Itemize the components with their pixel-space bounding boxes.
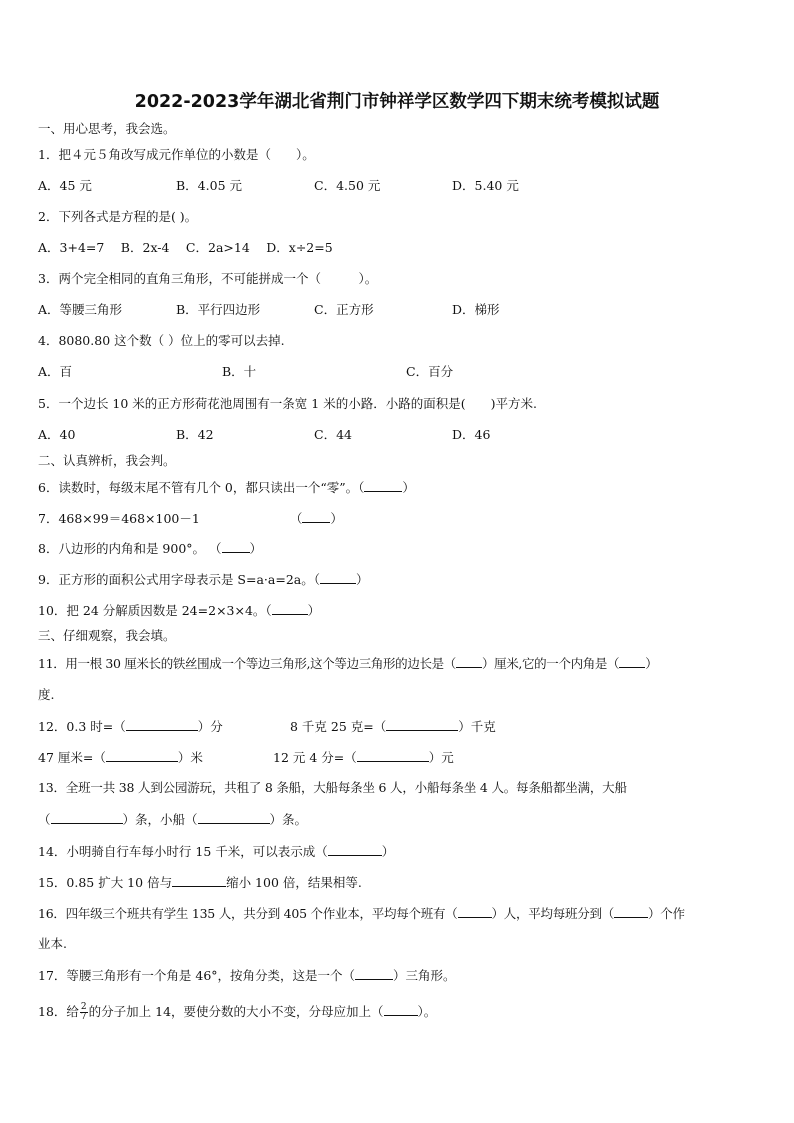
page-title: 2022-2023学年湖北省荆门市钟祥学区数学四下期末统考模拟试题 <box>134 92 660 112</box>
q12-a-unit: ）分 <box>197 719 223 734</box>
q16-text-1: 16．四年级三个班共有学生 135 人，共分到 405 个作业本，平均每个班有（ <box>38 906 458 921</box>
q15-answer-blank[interactable] <box>172 874 226 887</box>
q11-continuation: 度. <box>38 687 55 702</box>
question-6 <box>38 479 415 496</box>
q7-open: （ <box>289 511 303 526</box>
q6-close: ） <box>402 480 415 495</box>
q12-blank-d[interactable] <box>357 749 429 762</box>
q7-answer-blank[interactable] <box>302 510 330 523</box>
section-heading-fill: 三、仔细观察，我会填。 <box>38 628 176 643</box>
question-12-row2-d <box>273 749 454 766</box>
q5-option-b: B．42 <box>176 427 214 442</box>
q18-denominator: 7 <box>80 1012 87 1022</box>
q11-text-3: ） <box>645 656 658 671</box>
q12-blank-b[interactable] <box>386 718 458 731</box>
q5-option-a: A．40 <box>38 427 76 442</box>
q13-continuation <box>38 811 307 828</box>
q14-answer-blank[interactable] <box>328 843 382 856</box>
q4-option-b: B．十 <box>222 364 257 379</box>
q13-mid: ）条，小船（ <box>122 812 198 827</box>
q13-blank-small[interactable] <box>198 811 270 824</box>
question-12-row2 <box>38 749 203 766</box>
question-14 <box>38 843 394 860</box>
q13-blank-big[interactable] <box>51 811 123 824</box>
section-heading-choice: 一、用心思考，我会选。 <box>38 121 176 136</box>
q4-option-c: C．百分 <box>406 364 454 379</box>
q11-text-2: ）厘米,它的一个内角是（ <box>481 656 620 671</box>
question-12-row1-b <box>290 718 496 735</box>
q17-text-2: ）三角形。 <box>393 968 456 983</box>
q18-text-1: 18．给 <box>38 1004 79 1019</box>
q11-blank-side[interactable] <box>456 655 482 668</box>
question-15 <box>38 874 362 891</box>
section-heading-judge: 二、认真辨析，我会判。 <box>38 453 176 468</box>
question-5: 5．一个边长 10 米的正方形荷花池周围有一条宽 1 米的小路．小路的面积是( )平方米. <box>38 396 537 411</box>
q3-option-d: D．梯形 <box>452 302 500 317</box>
q1-option-a: A．45 元 <box>38 178 92 193</box>
q10-text: 10．把 24 分解质因数是 24=2×3×4。（ <box>38 603 272 618</box>
q17-answer-blank[interactable] <box>355 967 393 980</box>
q11-text-1: 11．用一根 30 厘米长的铁丝围成一个等边三角形,这个等边三角形的边长是（ <box>38 656 456 671</box>
q17-text-1: 17．等腰三角形有一个角是 46°，按角分类，这是一个（ <box>38 968 356 983</box>
q1-option-b: B．4.05 元 <box>176 178 242 193</box>
q3-option-a: A．等腰三角形 <box>38 302 123 317</box>
q15-text-2: 缩小 100 倍，结果相等. <box>226 875 362 890</box>
q1-option-c: C．4.50 元 <box>314 178 381 193</box>
q6-answer-blank[interactable] <box>364 479 402 492</box>
q12-blank-c[interactable] <box>106 749 178 762</box>
q16-blank-books[interactable] <box>614 905 648 918</box>
q10-answer-blank[interactable] <box>272 602 308 615</box>
q18-numerator: 2 <box>80 1002 87 1012</box>
q5-option-c: C．44 <box>314 427 352 442</box>
q12-b-unit: ）千克 <box>458 719 496 734</box>
q14-text: 14．小明骑自行车每小时行 15 千米，可以表示成（ <box>38 844 328 859</box>
question-18 <box>38 1003 436 1022</box>
q12-d-text: 12 元 4 分=（ <box>273 750 357 765</box>
q3-option-b: B．平行四边形 <box>176 302 261 317</box>
q12-a-text: 12．0.3 时=（ <box>38 719 126 734</box>
q2-options: A．3+4=7 B．2x-4 C．2a>14 D．x÷2=5 <box>38 240 333 255</box>
question-13: 13．全班一共 38 人到公园游玩，共租了 8 条船，大船每条坐 6 人，小船每条坐 4 人。每条船都坐满，大船 <box>38 780 627 795</box>
q8-close: ） <box>249 541 263 556</box>
q8-text: 8．八边形的内角和是 900°。 （ <box>38 541 222 556</box>
q18-text-3: ）。 <box>417 1004 437 1019</box>
q12-c-text: 47 厘米=（ <box>38 750 106 765</box>
question-2: 2．下列各式是方程的是( )。 <box>38 209 198 224</box>
question-10 <box>38 602 320 619</box>
q8-answer-blank[interactable] <box>222 540 250 553</box>
q18-fraction <box>80 1003 88 1022</box>
q4-option-a: A．百 <box>38 364 73 379</box>
q3-option-c: C．正方形 <box>314 302 374 317</box>
q1-option-d: D．5.40 元 <box>452 178 519 193</box>
q18-text-2: 的分子加上 14，要使分数的大小不变，分母应加上（ <box>88 1004 384 1019</box>
question-9 <box>38 571 369 588</box>
question-4: 4．8080.80 这个数（ ）位上的零可以去掉. <box>38 333 285 348</box>
q12-d-unit: ）元 <box>428 750 454 765</box>
q12-blank-a[interactable] <box>126 718 198 731</box>
q9-answer-blank[interactable] <box>320 571 356 584</box>
q11-blank-angle[interactable] <box>619 655 645 668</box>
question-7 <box>38 510 343 527</box>
question-3: 3．两个完全相同的直角三角形，不可能拼成一个（ ）。 <box>38 271 378 286</box>
q6-text: 6．读数时，每级末尾不管有几个 0，都只读出一个“零”。（ <box>38 480 365 495</box>
question-16 <box>38 905 685 922</box>
q12-c-unit: ）米 <box>177 750 203 765</box>
q15-text-1: 15．0.85 扩大 10 倍与 <box>38 875 173 890</box>
q14-close: ） <box>381 844 395 859</box>
q16-blank-students[interactable] <box>458 905 492 918</box>
q7-text: 7．468×99＝468×100－1 <box>38 511 200 526</box>
q16-text-2: ）人，平均每班分到（ <box>491 906 615 921</box>
question-8 <box>38 540 262 557</box>
q18-answer-blank[interactable] <box>384 1003 418 1016</box>
q12-b-text: 8 千克 25 克=（ <box>290 719 387 734</box>
q10-close: ） <box>307 603 321 618</box>
q9-close: ） <box>355 572 369 587</box>
question-1: 1．把４元５角改写成元作单位的小数是（ ）。 <box>38 147 315 162</box>
question-12-row1 <box>38 718 223 735</box>
question-11 <box>38 655 657 672</box>
q5-option-d: D．46 <box>452 427 491 442</box>
q7-close: ） <box>330 511 343 526</box>
q13-end: ）条。 <box>269 812 308 827</box>
q16-continuation: 业本. <box>38 936 67 951</box>
q16-text-3: ）个作 <box>648 906 685 921</box>
question-17 <box>38 967 456 984</box>
q13-open: （ <box>38 812 51 827</box>
q9-text: 9．正方形的面积公式用字母表示是 S=a·a=2a。（ <box>38 572 320 587</box>
